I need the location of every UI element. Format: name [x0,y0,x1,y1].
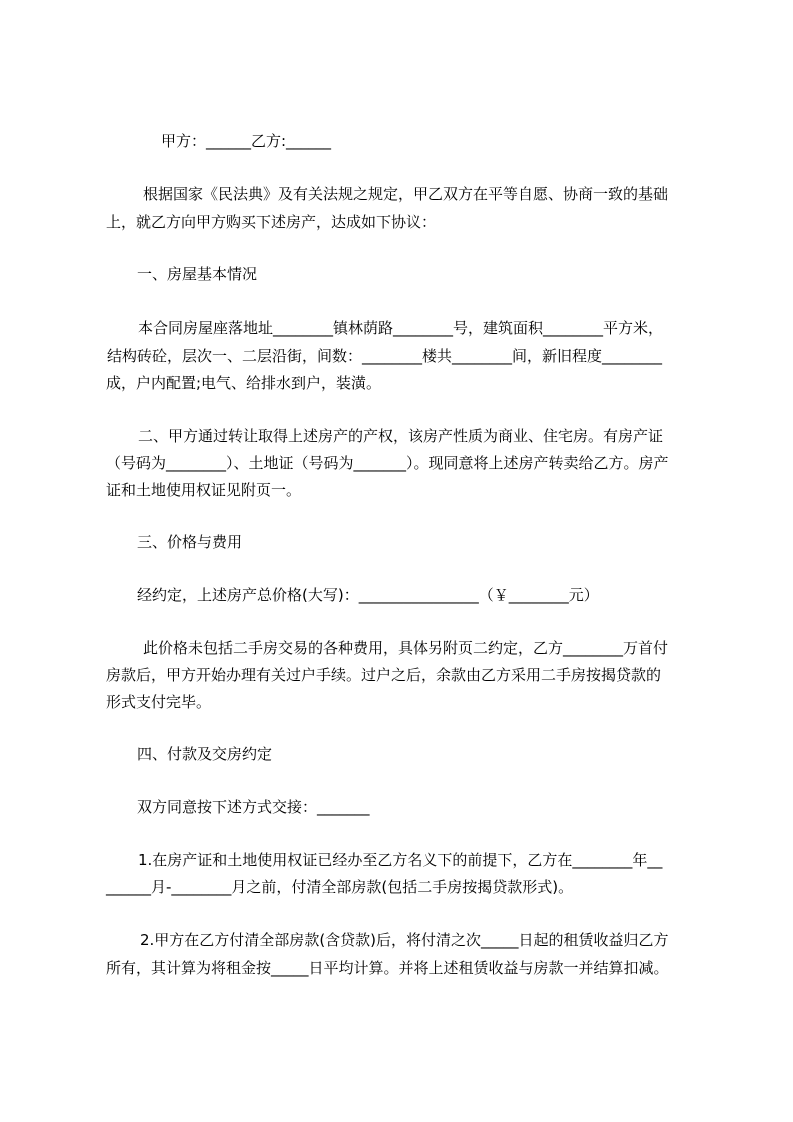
agree-line: 双方同意按下述方式交接：_______ [137,798,370,816]
preamble-line: 根据国家《民法典》及有关法规之规定，甲乙双方在平等自愿、协商一致的基础 [143,185,669,203]
section-heading: 四、付款及交房约定 [137,745,273,763]
paragraph-line: 二、甲方通过转让取得上述房产的产权，该房产性质为商业、住宅房。有房产证 [138,427,664,445]
item-line: ______月-________月之前，付清全部房款(包括二手房按揭贷款形式)。 [106,878,574,896]
paragraph-line: 结构砖砼，层次一、二层沿街，间数：________楼共________间，新旧程度________ [107,347,663,365]
parties-line: 甲方：______乙方:______ [161,132,332,150]
paragraph-line: （号码为________）、土地证（号码为_______）。现同意将上述房产转卖给乙方。房产 [106,454,669,472]
paragraph-line: 形式支付完毕。 [106,693,212,711]
item-line: 1.在房产证和土地使用权证已经办至乙方名义下的前提下，乙方在________年__ [138,851,663,869]
paragraph-line: 证和土地使用权证见附页一。 [106,481,302,499]
paragraph-line: 此价格未包括二手房交易的各种费用，具体另附页二约定，乙方________万首付 [143,639,669,657]
preamble-line: 上，就乙方向甲方购买下述房产，达成如下协议： [106,213,437,231]
section-heading: 一、房屋基本情况 [137,265,258,283]
item-line: 所有，其计算为将租金按_____日平均计算。并将上述租赁收益与房款一并结算扣减。 [106,959,669,977]
paragraph-line: 成，户内配置;电气、给排水到户，装潢。 [106,374,382,392]
item-line: 2.甲方在乙方付清全部房款(含贷款)后，将付清之次_____日起的租赁收益归乙方 [140,931,669,949]
paragraph-line: 房款后，甲方开始办理有关过户手续。过户之后，余款由乙方采用二手房按揭贷款的 [106,666,662,684]
paragraph-line: 本合同房屋座落地址________镇林荫路________号，建筑面积________平方米， [138,319,664,337]
price-line: 经约定，上述房产总价格(大写)：________________（￥________元） [137,586,599,604]
section-heading: 三、价格与费用 [137,533,243,551]
